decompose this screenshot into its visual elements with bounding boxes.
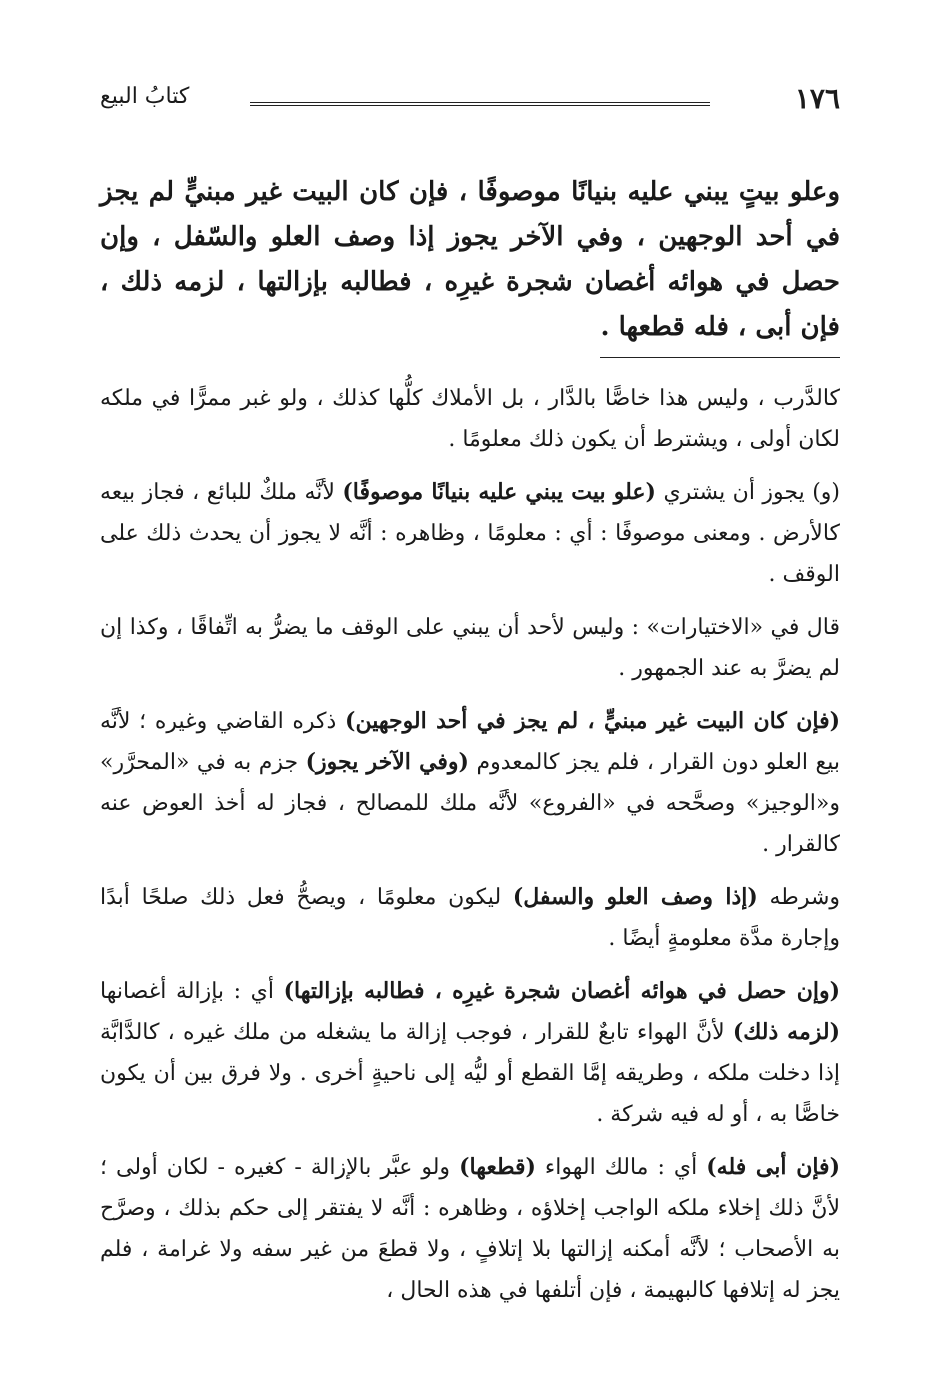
commentary-text: ليكون معلومًا ، ويصحُّ فعل ذلك صلحًا أبدًا وإجارة مدَّة معلومةٍ أيضًا .: [100, 885, 840, 951]
commentary-text: ولو عبَّر بالإزالة - كغيره - لكان أولى ؛ لأنَّ ذلك إخلاء ملكه الواجب إخلاؤه ، وظاهره : أنَّه لا يفتقر إلى حكم بذلك ، وصرَّح به الأصحاب ؛ لأنَّه أمكنه إزالتها بلا إتلافٍ ، ولا قطعَ من غير سفه ولا غرامة ، فلم يجز له إتلافها كالبهيمة ، فإن أتلفها في هذه الحال ،: [100, 1155, 840, 1303]
header-rule: [250, 102, 710, 106]
quoted-matn: (وإن حصل في هوائه أغصان شجرة غيرِه ، فطالبه بإزالتها): [283, 978, 840, 1004]
quoted-matn: (وفي الآخر يجوز): [305, 749, 469, 775]
page-header: [100, 82, 840, 122]
commentary-text: أي : بإزالة أغصانها: [100, 979, 284, 1004]
quoted-matn: (لزمه ذلك): [732, 1019, 840, 1045]
commentary-paragraph-2: [100, 472, 840, 595]
commentary-text: جزم به في «المحرَّر» و«الوجيز» وصحَّحه في «الفروع» لأنَّه ملك للمصالح ، فجاز له أخذ العوض عنه كالقرار .: [100, 750, 840, 857]
matn-text: وعلو بيتٍ يبني عليه بنيانًا موصوفًا ، فإن كان البيت غير مبنيٍّ لم يجز في أحد الوجهين ، وفي الآخر يجوز إذا وصف العلو والسّفل ، وإن حصل في هوائه أغصان شجرة غيرِه ، فطالبه بإزالتها ، لزمه ذلك ، فإن أبى ، فله قطعها .: [100, 177, 840, 342]
quoted-matn: (قطعها): [459, 1154, 536, 1180]
commentary: [100, 378, 840, 1323]
quoted-matn: (فإن أبى فله): [706, 1154, 840, 1180]
commentary-text: لأنَّه ملكٌ للبائع ، فجاز بيعه كالأرض . ومعنى موصوفًا : أي : معلومًا ، وظاهره : أنَّه لا يجوز أن يحدث ذلك على الوقف .: [100, 480, 840, 587]
commentary-text: ذكره القاضي وغيره ؛ لأنَّه بيع العلو دون القرار ، فلم يجز كالمعدوم: [100, 709, 840, 775]
quoted-matn: (علو بيت يبني عليه بنيانًا موصوفًا): [342, 479, 656, 505]
commentary-text: (و) يجوز أن يشتري: [655, 480, 840, 505]
commentary-paragraph-1: كالدَّرب ، وليس هذا خاصًّا بالدَّار ، بل الأملاك كلُّها كذلك ، ولو غبر ممرًّا في ملكه لكان أولى ، ويشترط أن يكون ذلك معلومًا .: [100, 386, 840, 452]
commentary-paragraph-5: [100, 877, 840, 959]
commentary-paragraph-4: [100, 701, 840, 865]
commentary-text: أي : مالك الهواء: [535, 1155, 707, 1180]
footnote-divider: [600, 357, 840, 358]
commentary-text: وشرطه: [757, 885, 841, 910]
commentary-text: لأنَّ الهواء تابعٌ للقرار ، فوجب إزالة ما يشغله من ملك غيره ، كالدَّابَّة إذا دخلت ملكه ، وطريقه إمَّا القطع أو ليُّه إلى ناحيةٍ أخرى . ولا فرق بين أن يكون خاصًّا به ، أو له فيه شركة .: [100, 1020, 840, 1127]
quoted-matn: (فإن كان البيت غير مبنيٍّ ، لم يجز في أحد الوجهين): [345, 708, 840, 734]
commentary-paragraph-7: [100, 1147, 840, 1311]
book-title: كتابُ البيع: [100, 84, 190, 109]
commentary-paragraph-3: قال في «الاختيارات» : وليس لأحد أن يبني على الوقف ما يضرُّ به اتِّفاقًا ، وكذا إن لم يضرَّ به عند الجمهور .: [100, 615, 840, 681]
page-number: ١٧٦: [794, 82, 840, 115]
commentary-paragraph-6: [100, 971, 840, 1135]
quoted-matn: (إذا وصف العلو والسفل): [512, 884, 758, 910]
